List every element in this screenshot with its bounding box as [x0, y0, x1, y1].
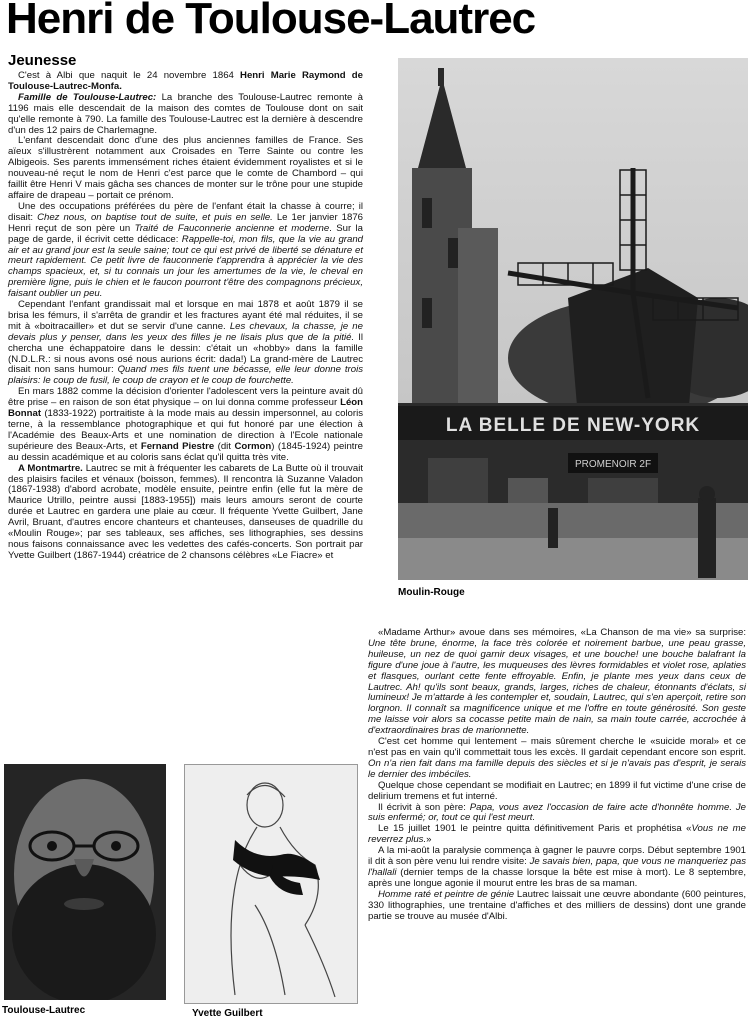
- paragraph: Homme raté et peintre de génie Lautrec laissait une œuvre abondante (600 peintures, 330 lithographies, une trentaine d'affiches et des milliers de dessins) dont une grande partie se trouve au musée d'Albi.: [368, 888, 747, 922]
- caption-yvette-guilbert: Yvette Guilbert: [192, 1008, 263, 1019]
- lautrec-portrait-photo: [4, 764, 166, 1000]
- guilbert-drawing-illustration: [185, 765, 357, 1003]
- caption-toulouse-lautrec: Toulouse-Lautrec: [2, 1005, 86, 1016]
- right-column: [368, 628, 746, 922]
- caption-moulin-rouge: Moulin-Rouge: [398, 587, 465, 598]
- moulin-rouge-photo: [398, 58, 748, 580]
- paragraph: Cependant l'enfant grandissait mal et lorsque en mai 1878 et août 1879 il se brisa les fémurs, il s'arrêta de grandir et les fractures ayant été mal réduites, il se mit à «boitracailler» et dut se servir d'une canne. Les chevaux, la chasse, je ne devais plus y penser, dans les yeux des filles je ne lisais plus que de la pitié. Il chercha une échappatoire dans le dessin: c'était un «hobby» dans la famille (N.D.L.R.: si nous avons osé nous aurions écrit: dada!) La grand-mère de Lautrec disait non sans humour: Quand mes fils tuent une bécasse, elle leur donne trois plaisirs: le coup de fusil, le coup de crayon et le coup de fourchette.: [8, 299, 363, 387]
- paragraph: C'est cet homme qui lentement – mais sûrement cherche le «suicide moral» et ce n'est pas en vain qu'il commettait tous les excès. Il gardait cependant encore son esprit. On n'a rien fait dans ma famille depuis des siècles et si je n'avais pas d'esprit, je serais le dernier des imbéciles.: [368, 736, 746, 780]
- moulin-rouge-illustration: [398, 58, 748, 580]
- paragraph: L'enfant descendait donc d'une des plus anciennes familles de France. Ses aïeux s'illustrèrent notamment aux Croisades en Terre Sainte ou contre les Albigeois. Ses parents immensément riches étaient évidemment royalistes et si le nouveau-né reçut le nom de Henri c'est parce que le comte de Chambord – qui faillit être Henri V mais gâcha ses chances de monter sur le trône pour une stupide affaire de drapeau – portait ce prénom.: [8, 135, 363, 201]
- paragraph: Une des occupations préférées du père de l'enfant était la chasse à courre; il disait: Chez nous, on baptise tout de suite, et puis en selle. Le 1er janvier 1876 Henri reçut de son père un Traité de Fauconnerie ancienne et moderne. Sur la page de garde, il écrivit cette dédicace: Rappelle-toi, mon fils, que la vie au grand air et au grand jour est la seule saine; tout ce qui est privé de liberté se dénature et meurt rapidement. Ce petit livre de fauconnerie t'apprendra à apprécier la vie des champs spacieux, et, si tu connais un jour les amertumes de la vie, le cheval en première ligne, puis le chien et le faucon pourront t'être des compagnons précieux, faisant oublier un peu.: [8, 200, 363, 300]
- paragraph: «Madame Arthur» avoue dans ses mémoires, «La Chanson de ma vie» sa surprise: Une tête brune, énorme, la face très colorée et noirement barbue, une peau grasse, huileuse, un nez de quoi garnir deux visages, et une bouche! une bouche balafrant la figure d'une joue à l'autre, les muqueuses des lèvres formidables et violet rose, aplaties et flasques, ourlant cette fente effroyable. Enfin, je plante mes yeux dans ceux de Lautrec. Ah! qu'ils sont beaux, grands, larges, riches de chaleur, étonnants d'éclats, si lumineux! Je m'attarde à les contempler et, soudain, Lautrec, qui s'en aperçoit, retire son lorgnon. Il connaît sa magnificence unique et me l'offre en toute générosité. Son geste me laisse voir alors sa cocasse petite main de nain, sa main toute carrée, accrochée à d'extraordinaires bras de marionnette.: [368, 627, 746, 737]
- left-column: [8, 52, 363, 562]
- section-heading-jeunesse: Jeunesse: [8, 52, 77, 69]
- moulin-sub-sign: PROMENOIR 2F: [574, 459, 652, 470]
- paragraph: Quelque chose cependant se modifiait en Lautrec; en 1899 il fut victime d'une crise de delirium tremens et fut interné.: [368, 779, 746, 802]
- paragraph: Famille de Toulouse-Lautrec: La branche des Toulouse-Lautrec remonte à 1196 mais elle descendait de la maison des comtes de Toulouse dont on sait qu'elle remonte à 790. La famille des Toulouse-Lautrec est la dernière à descendre d'un des 12 pairs de Charlemagne.: [8, 91, 363, 136]
- paragraph: En mars 1882 comme la décision d'orienter l'adolescent vers la peinture avait dû être prise – en raison de son état physique – on lui donna comme professeur Léon Bonnat (1833-1922) portraitiste à la mode mais au dessin impersonnel, au coloris terne, à la ressemblance photographique et qui fut honoré par une élection à l'Académie des Beaux-Arts et une nomination de direction à l'Ecole nationale supérieure des Beaux-Arts, et Fernand Piestre (dit Cormon) (1845-1924) peintre au dessin académique et au coloris sans éclat qu'il quitta très vite.: [8, 386, 363, 463]
- left-paragraphs: [8, 71, 363, 562]
- paragraph: C'est à Albi que naquit le 24 novembre 1864 Henri Marie Raymond de Toulouse-Lautrec-Monfa.: [8, 70, 363, 92]
- paragraph: Le 15 juillet 1901 le peintre quitta définitivement Paris et prophétisa «Vous ne me reverrez plus.»: [368, 823, 747, 846]
- page-title: Henri de Toulouse-Lautrec: [6, 0, 536, 43]
- paragraph: A Montmartre. Lautrec se mit à fréquenter les cabarets de La Butte où il trouvait des plaisirs faciles et vénaux (boisson, femmes). Il rencontra là Suzanne Valadon (1867-1938) d'abord acrobate, modèle ensuite, peintre enfin (elle fut la mère de Maurice Utrillo, peintre aussi [1883-1955]) mais leurs amours seront de courte durée et Lautrec en gardera une plaie au cœur. Il fréquente Yvette Guilbert, Jane Avril, Bruant, d'autres encore chanteurs et chanteuses, danseuses de quadrille du «Moulin Rouge»; par ses tableaux, ses affiches, ses lithographies, ses dessins nous faisons connaissance avec les vedettes des cafés-concerts. Son portrait par Yvette Guilbert (1867-1944) créatrice de 2 chansons célèbres «Le Fiacre» et: [8, 462, 363, 561]
- paragraph: A la mi-août la paralysie commença à gagner le pauvre corps. Début septembre 1901 il dit à son père venu lui rendre visite: Je savais bien, papa, que vous ne manqueriez pas l'hallali (dernier temps de la chasse lorsque la bête est mise à mort). Le 8 septembre, après une longue agonie il mourut entre les bras de sa maman.: [368, 845, 747, 889]
- guilbert-drawing-photo: [184, 764, 358, 1004]
- moulin-sign: LA BELLE DE NEW-YORK: [445, 415, 701, 436]
- lautrec-portrait-illustration: [4, 764, 166, 1000]
- paragraph: Il écrivit à son père: Papa, vous avez l'occasion de faire acte d'honnête homme. Je suis enfermé; or, tout ce qui l'est meurt.: [368, 801, 746, 824]
- right-paragraphs: [368, 628, 746, 922]
